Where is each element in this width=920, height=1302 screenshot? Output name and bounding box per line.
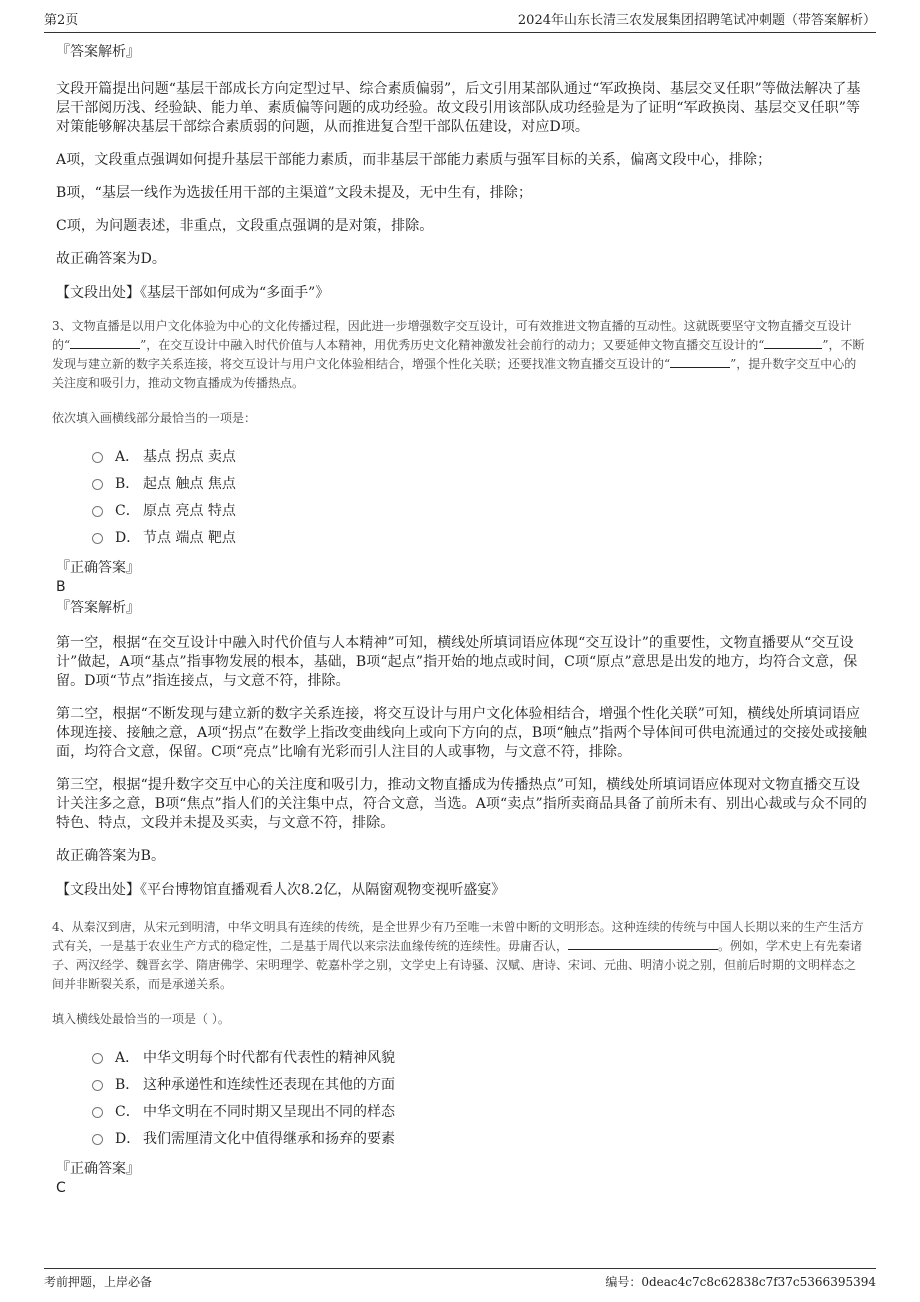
page-footer <box>44 1268 876 1289</box>
option-text: 我们需厘清文化中值得继承和扬弃的要素 <box>143 1130 395 1147</box>
option-text: 节点 端点 靶点 <box>143 529 236 546</box>
option-text: 中华文明在不同时期又呈现出不同的样态 <box>143 1103 395 1120</box>
correct-answer-tag: 『正确答案』 <box>56 560 140 576</box>
option-letter: A． <box>115 448 140 465</box>
document-body <box>52 42 870 1199</box>
radio-button-icon[interactable] <box>92 1107 103 1118</box>
radio-button-icon[interactable] <box>92 452 103 463</box>
option-a[interactable] <box>92 442 870 469</box>
question-4-text-part1: 4、从秦汉到唐，从宋元到明清，中华文明具有连续的传统，是全世界少有乃至唯一未曾中断的文明形态。这种连续的传统与中国人长期以来的生产生活方式有关，一是基于农业生产方式的稳定性，二是基于周代以来宗法血缘传统的连续性。毋庸否认， <box>52 920 864 953</box>
option-d[interactable] <box>92 523 870 550</box>
radio-button-icon[interactable] <box>92 1134 103 1145</box>
analysis-option-c: C项，为问题表述，非重点，文段重点强调的是对策，排除。 <box>56 218 434 234</box>
option-c[interactable] <box>92 496 870 523</box>
question-3-text <box>52 317 866 393</box>
option-text: 起点 触点 焦点 <box>143 475 236 492</box>
option-letter: D． <box>115 529 141 546</box>
radio-button-icon[interactable] <box>92 506 103 517</box>
analysis-blank-1: 第一空，根据“在交互设计中融入时代价值与人本精神”可知，横线处所填词语应体现“交互设计”的重要性，文物直播要从“交互设计”做起，A项“基点”指事物发展的根本，基础，B项“起点”指开始的地点或时间，C项“原点”意思是出发的地方，均符合文意，保留。D项“节点”指连接点，与文意不符，排除。 <box>56 635 858 689</box>
analysis-tag: 『答案解析』 <box>56 44 140 60</box>
option-letter: B． <box>115 475 140 492</box>
page-number: 第2页 <box>44 13 79 28</box>
option-letter: B． <box>115 1076 140 1093</box>
radio-button-icon[interactable] <box>92 1053 103 1064</box>
correct-answer: C <box>56 1180 66 1196</box>
radio-button-icon[interactable] <box>92 1080 103 1091</box>
option-d[interactable] <box>92 1124 870 1151</box>
analysis-option-b: B项，“基层一线作为选拔任用干部的主渠道”文段未提及，无中生有，排除； <box>56 185 533 201</box>
option-letter: A． <box>115 1049 140 1066</box>
analysis-conclusion: 故正确答案为B。 <box>56 848 166 864</box>
radio-button-icon[interactable] <box>92 479 103 490</box>
question-3-text-part2: ”，在交互设计中融入时代价值与人本精神，用优秀历史文化精神激发社会前行的动力；又要延伸文物直播交互设计的“ <box>140 338 765 352</box>
blank-2 <box>764 336 822 349</box>
option-text: 原点 亮点 特点 <box>143 502 236 519</box>
passage-source: 【文段出处】《基层干部如何成为“多面手”》 <box>56 285 330 301</box>
analysis-option-a: A项，文段重点强调如何提升基层干部能力素质，而非基层干部能力素质与强军目标的关系，偏离文段中心，排除； <box>56 152 772 168</box>
question-4-text-part2: 。例如，学术史上有先秦诸子、两汉经学、魏晋玄学、隋唐佛学、宋明理学、乾嘉朴学之别，文学史上有诗骚、汉赋、唐诗、宋词、元曲、明清小说之别，但前后时期的文明样态之间并非断裂关系，而是承递关系。 <box>52 939 863 991</box>
analysis-conclusion: 故正确答案为D。 <box>56 251 167 267</box>
document-id: 编号：0deac4c7c8c62838c7f37c5366395394 <box>605 1275 876 1289</box>
correct-answer-tag: 『正确答案』 <box>56 1161 140 1177</box>
option-text: 这种承递性和连续性还表现在其他的方面 <box>143 1076 395 1093</box>
option-b[interactable] <box>92 1070 870 1097</box>
correct-answer: B <box>56 579 66 595</box>
analysis-tag: 『答案解析』 <box>56 600 140 616</box>
question-3-options <box>92 442 870 550</box>
option-a[interactable] <box>92 1043 870 1070</box>
question-3-prompt: 依次填入画横线部分最恰当的一项是： <box>52 411 257 425</box>
blank-1 <box>568 937 718 950</box>
blank-3 <box>670 355 700 368</box>
question-4-prompt: 填入横线处最恰当的一项是（ ）。 <box>52 1012 230 1026</box>
analysis-paragraph: 文段开篇提出问题“基层干部成长方向定型过早、综合素质偏弱”，后文引用某部队通过“军政换岗、基层交叉任职”等做法解决了基层干部阅历浅、经验缺、能力单、素质偏等问题的成功经验。故文段引用该部队成功经验是为了证明“军政换岗、基层交叉任职”等对策能够解决基层干部综合素质弱的问题，从而推进复合型干部队伍建设，对应D项。 <box>56 81 861 135</box>
option-letter: C． <box>115 1103 140 1120</box>
blank-1 <box>70 336 140 349</box>
analysis-blank-3: 第三空，根据“提升数字交互中心的关注度和吸引力，推动文物直播成为传播热点”可知，横线处所填词语应体现对文物直播交互设计关注多之意，B项“焦点”指人们的关注集中点，符合文意，当选。A项“卖点”指所卖商品具备了前所未有、别出心裁或与众不同的特色、特点，文段并未提及买卖，与文意不符，排除。 <box>56 777 868 831</box>
passage-source: 【文段出处】《平台博物馆直播观看人次8.2亿，从隔窗观物变视听盛宴》 <box>56 882 506 898</box>
document-title: 2024年山东长清三农发展集团招聘笔试冲刺题（带答案解析） <box>517 13 876 28</box>
question-4-options <box>92 1043 870 1151</box>
page-header <box>44 12 876 33</box>
radio-button-icon[interactable] <box>92 533 103 544</box>
question-3-text-part4: ”，提升数字交互中心的关注度和吸引力，推动文物直播成为传播热点。 <box>52 357 857 390</box>
footer-slogan: 考前押题，上岸必备 <box>44 1275 153 1289</box>
question-3-text-part1: 3、文物直播是以用户文化体验为中心的文化传播过程，因此进一步增强数字交互设计，可有效推进文物直播的互动性。这就既要坚守文物直播交互设计的“ <box>52 319 852 352</box>
analysis-blank-2: 第二空，根据“不断发现与建立新的数字关系连接，将交互设计与用户文化体验相结合，增强个性化关联”可知，横线处所填词语应体现连接、接触之意，A项“拐点”在数学上指改变曲线向上或向下方向的点，B项“触点”指两个导体间可供电流通过的交接处或接触面，均符合文意，保留。C项“亮点”比喻有光彩而引人注目的人或事物，与文意不符，排除。 <box>56 706 868 760</box>
option-letter: C． <box>115 502 140 519</box>
question-3-text-part3: ”，不断发现与建立新的数字关系连接，将交互设计与用户文化体验相结合，增强个性化关联；还要找准文物直播交互设计的“ <box>52 338 865 371</box>
option-b[interactable] <box>92 469 870 496</box>
option-text: 中华文明每个时代都有代表性的精神风貌 <box>143 1049 395 1066</box>
option-text: 基点 拐点 卖点 <box>143 448 236 465</box>
option-letter: D． <box>115 1130 141 1147</box>
question-4-text <box>52 918 866 994</box>
option-c[interactable] <box>92 1097 870 1124</box>
blank-3b <box>700 355 730 368</box>
